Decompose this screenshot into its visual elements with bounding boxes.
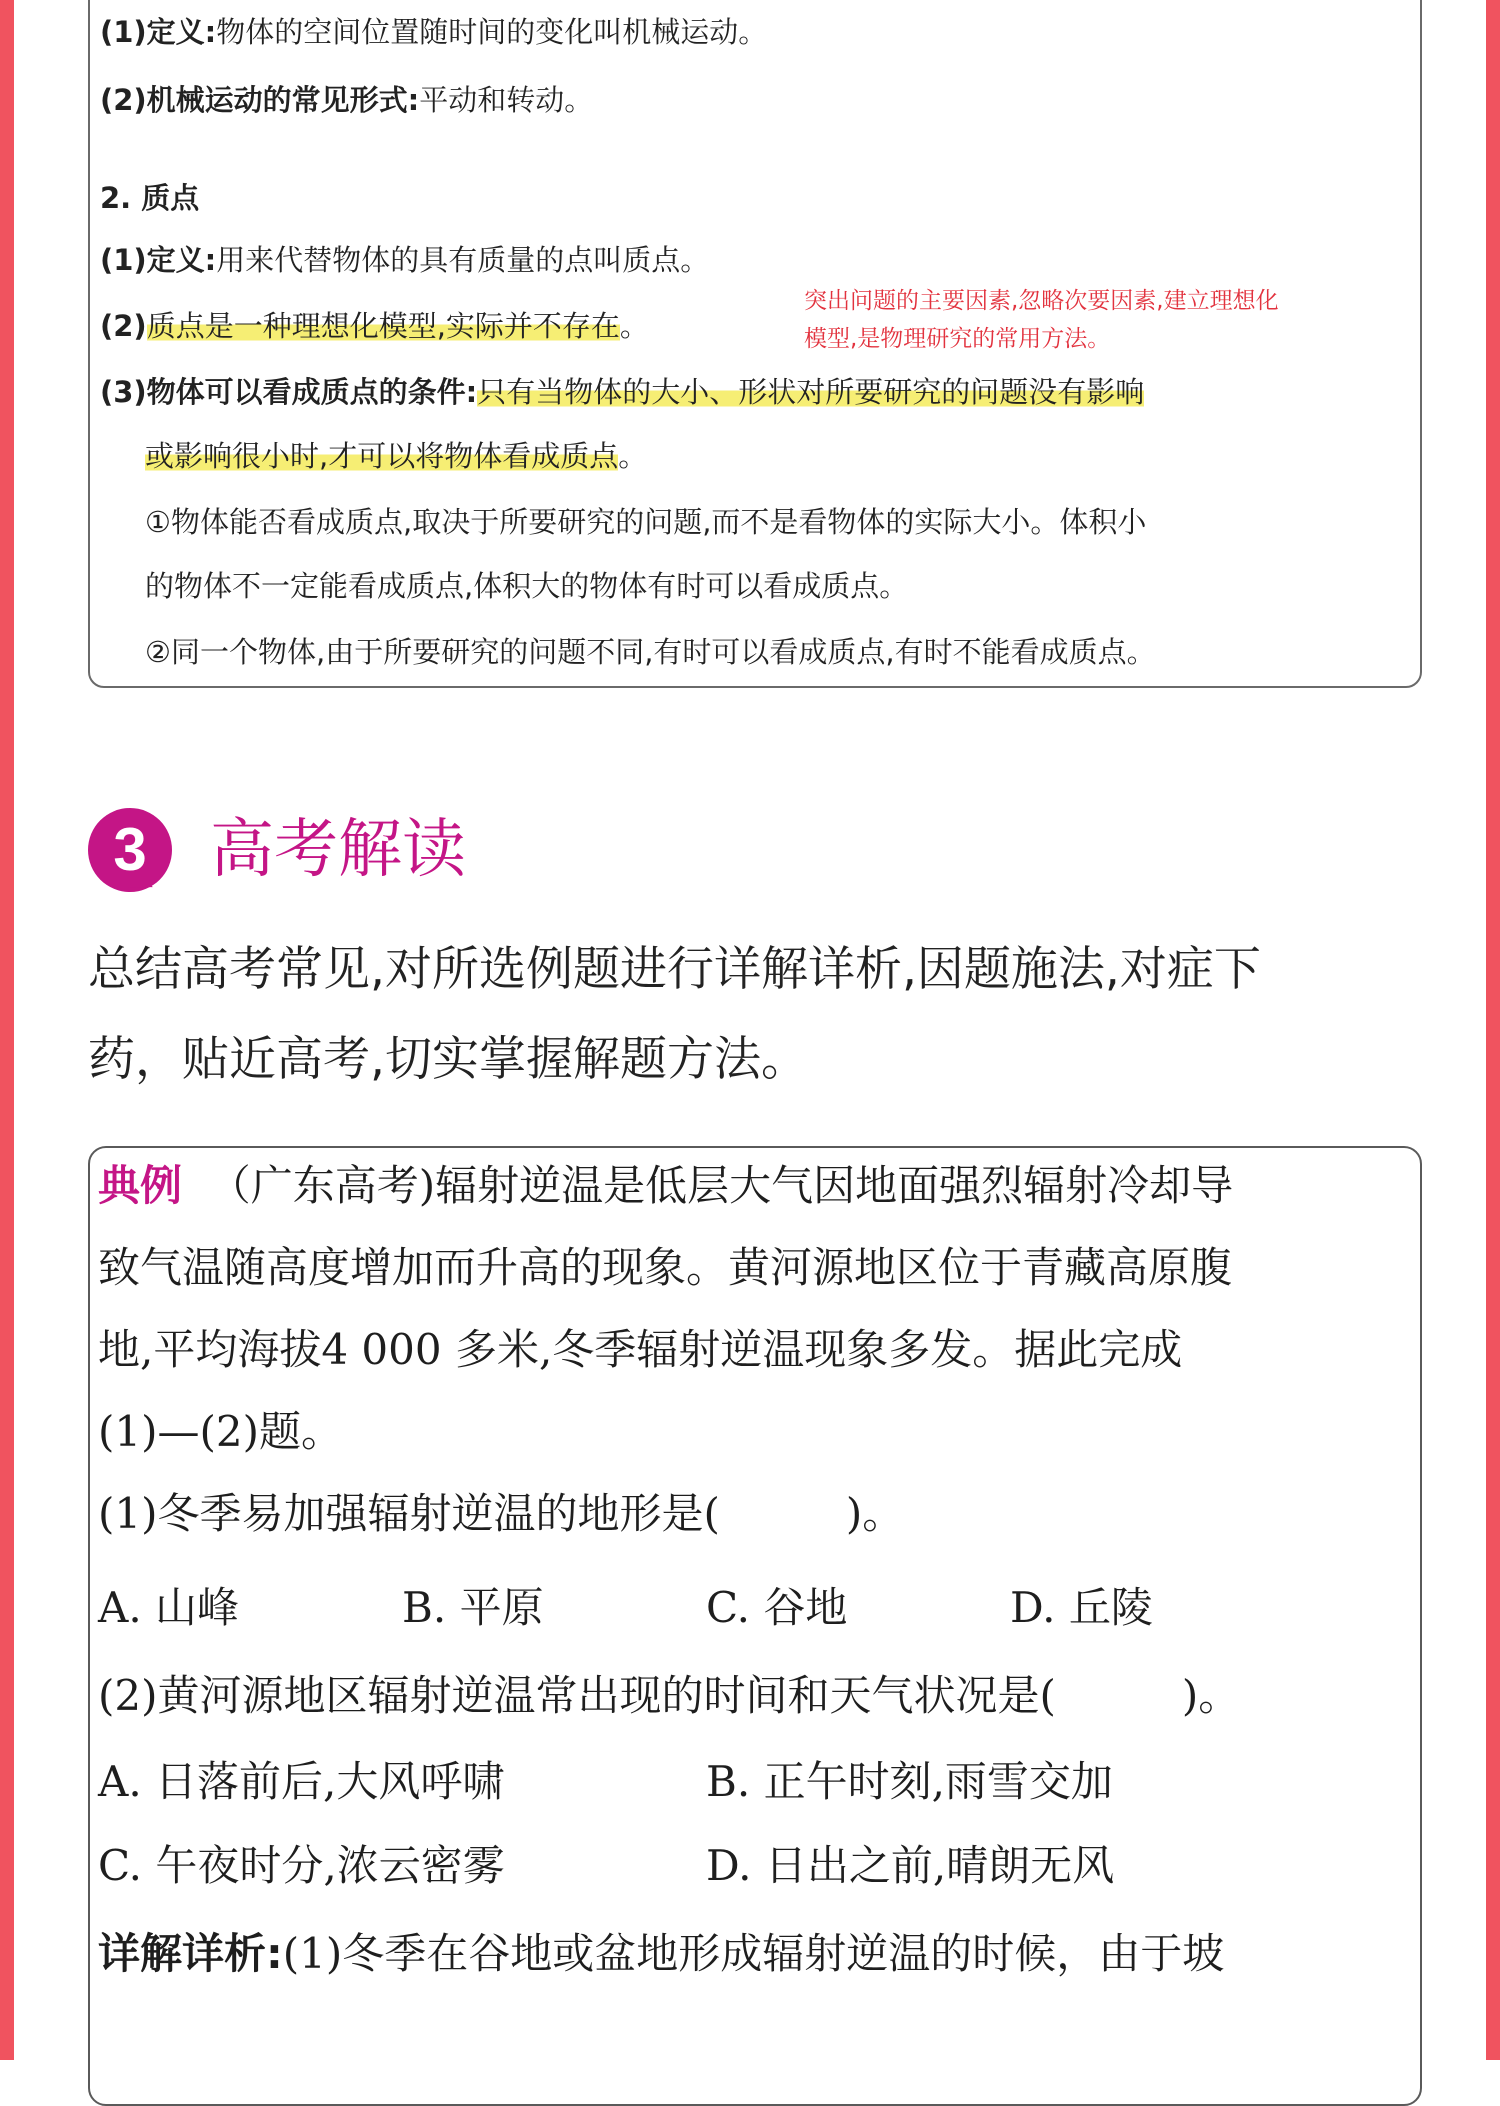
q2-option-d: D. 日出之前,晴朗无风: [706, 1841, 1115, 1890]
note-line-point-1b: 的物体不一定能看成质点,体积大的物体有时可以看成质点。: [145, 569, 909, 603]
example-line-2: 致气温随高度增加而升高的现象。黄河源地区位于青藏高原腹: [98, 1243, 1233, 1292]
note-line-point-1a: ①物体能否看成质点,取决于所要研究的问题,而不是看物体的实际大小。体积小: [145, 505, 1147, 539]
section-intro-line-1: 总结高考常见,对所选例题进行详解详析,因题施法,对症下: [88, 942, 1261, 997]
highlighted-text: 或影响很小时,才可以将物体看成质点: [145, 439, 619, 473]
question-1: (1)冬季易加强辐射逆温的地形是( )。: [98, 1489, 905, 1538]
note-label: (1)定义:: [100, 15, 217, 49]
example-tag: 典例: [98, 1161, 183, 1210]
note-text: 用来代替物体的具有质量的点叫质点。: [216, 243, 710, 277]
section-number-badge: [88, 808, 172, 892]
note-label: (2)机械运动的常见形式:: [100, 83, 420, 117]
note-line-definition: [100, 12, 767, 52]
example-line-3: 地,平均海拔4 000 多米,冬季辐射逆温现象多发。据此完成: [98, 1325, 1183, 1374]
note-line-ideal-model: (2)质点是一种理想化模型,实际并不存在。: [100, 309, 649, 343]
q2-option-b: B. 正午时刻,雨雪交加: [706, 1757, 1113, 1806]
q2-option-a: A. 日落前后,大风呼啸: [98, 1757, 505, 1806]
q2-option-c: C. 午夜时分,浓云密雾: [98, 1841, 505, 1890]
example-line-1: 典例 （广东高考)辐射逆温是低层大气因地面强烈辐射冷却导: [98, 1161, 1234, 1210]
question-2: (2)黄河源地区辐射逆温常出现的时间和天气状况是( )。: [98, 1671, 1241, 1720]
highlighted-text: 质点是一种理想化模型,实际并不存在: [146, 309, 620, 343]
section-title: 高考解读: [210, 813, 466, 887]
analysis-label: 详解详析:: [98, 1929, 283, 1978]
note-line-point-2: ②同一个物体,由于所要研究的问题不同,有时可以看成质点,有时不能看成质点。: [145, 635, 1156, 669]
margin-annotation: 突出问题的主要因素,忽略次要因素,建立理想化 模型,是物理研究的常用方法。: [804, 288, 1279, 352]
note-label: (1)定义:: [100, 243, 217, 277]
note-line-conditions-cont: 或影响很小时,才可以将物体看成质点。: [145, 439, 648, 473]
section-number: 3: [113, 816, 147, 883]
analysis-line: [98, 1926, 1224, 1982]
analysis-text: (1)冬季在谷地或盆地形成辐射逆温的时候，由于坡: [282, 1929, 1225, 1978]
note-line-forms: [100, 80, 593, 120]
note-label: (3)物体可以看成质点的条件:: [100, 375, 478, 409]
q1-option-b: B. 平原: [402, 1583, 544, 1632]
note-heading-particle: 2. 质点: [100, 181, 200, 215]
section-intro-line-2: 药，贴近高考,切实掌握解题方法。: [88, 1032, 808, 1087]
example-line-4: (1)—(2)题。: [98, 1407, 343, 1456]
note-text: 平动和转动。: [419, 83, 594, 117]
note-text: 物体的空间位置随时间的变化叫机械运动。: [216, 15, 768, 49]
highlighted-text: 只有当物体的大小、形状对所要研究的问题没有影响: [477, 375, 1145, 409]
q1-option-a: A. 山峰: [98, 1583, 240, 1632]
note-line-conditions: [100, 372, 1144, 412]
left-page-edge: [0, 0, 14, 2060]
right-page-edge: [1486, 0, 1500, 2060]
note-line-particle-definition: [100, 240, 709, 280]
q1-option-c: C. 谷地: [706, 1583, 848, 1632]
q1-option-d: D. 丘陵: [1010, 1583, 1153, 1632]
